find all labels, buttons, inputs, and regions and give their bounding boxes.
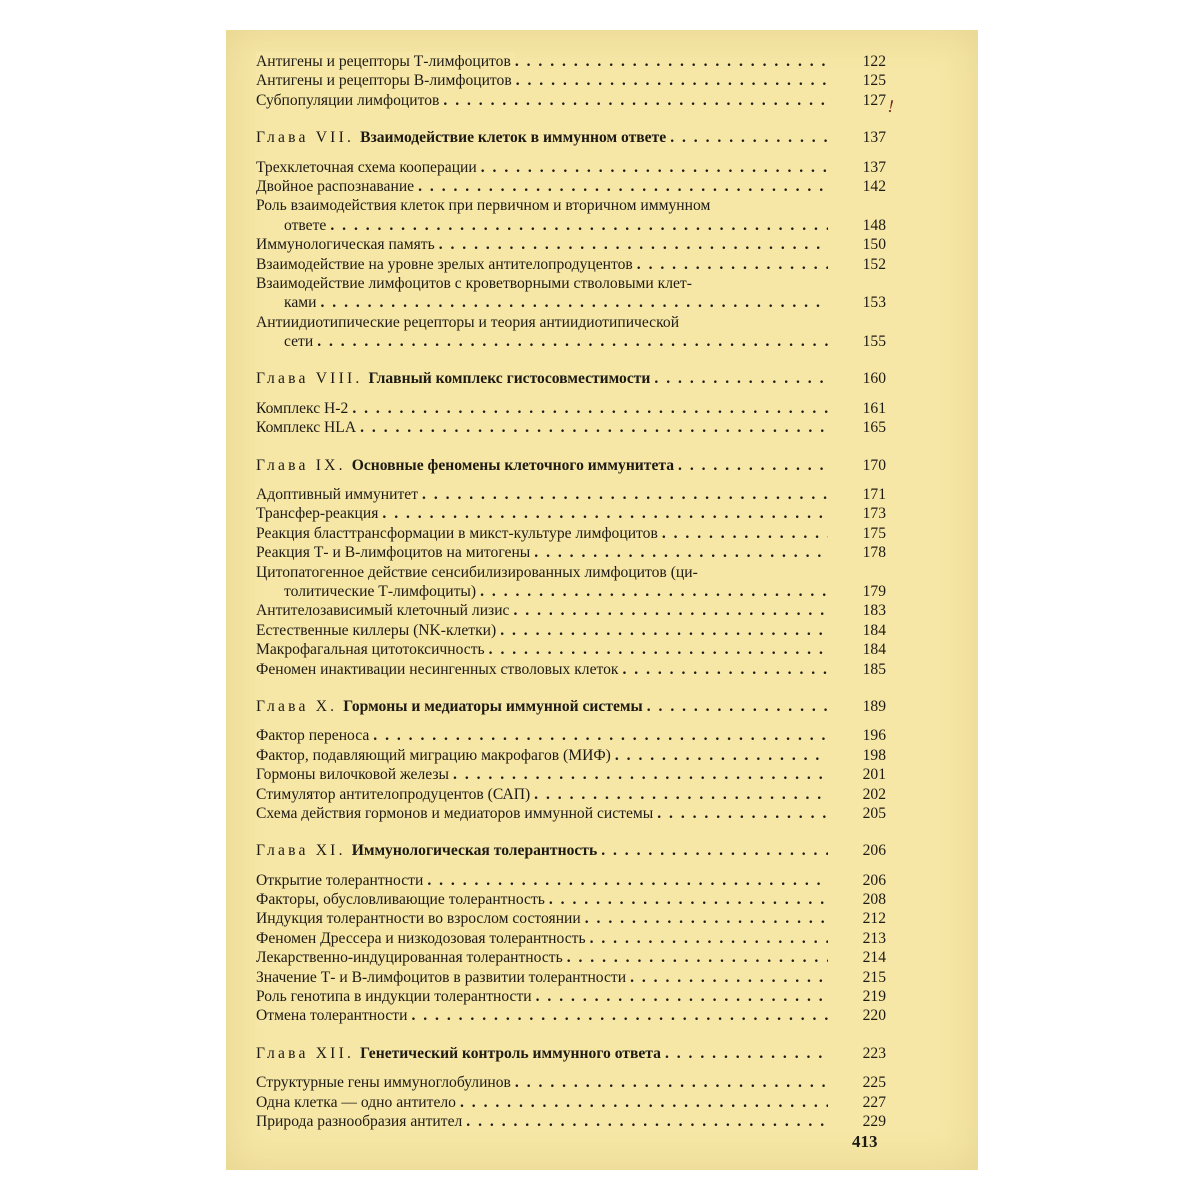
toc-entry <box>256 890 886 909</box>
toc-entry <box>256 524 886 543</box>
entry-page-number: 153 <box>862 294 886 312</box>
entry-title: Реакция Т- и В-лимфоцитов на митогены <box>256 543 534 562</box>
table-of-contents <box>256 52 886 1131</box>
entry-page-number: 219 <box>862 988 886 1006</box>
entry-page-number: 152 <box>862 255 886 273</box>
entry-page-number: 150 <box>862 236 886 254</box>
entry-title: толитические Т-лимфоциты) <box>284 582 480 601</box>
chapter-heading <box>256 841 886 860</box>
entry-title: Реакция бласттрансформации в микст-культуре лимфоцитов <box>256 524 662 543</box>
chapter-label: Глава XI. <box>256 842 346 860</box>
entry-title: Одна клетка — одно антитело <box>256 1093 460 1112</box>
toc-entry <box>256 660 886 679</box>
entry-page-number: 223 <box>862 1044 886 1062</box>
entry-page-number: 125 <box>862 72 886 90</box>
entry-title: Двойное распознавание <box>256 177 418 196</box>
entry-page-number: 137 <box>862 158 886 176</box>
entry-page-number: 198 <box>862 746 886 764</box>
toc-entry <box>256 765 886 784</box>
entry-page-number: 189 <box>862 697 886 715</box>
entry-title: ками <box>284 293 320 312</box>
toc-entry <box>256 726 886 745</box>
entry-page-number: 229 <box>862 1112 886 1130</box>
toc-entry <box>256 52 886 71</box>
toc-entry <box>256 804 886 823</box>
entry-title: Роль генотипа в индукции толерантности <box>256 987 536 1006</box>
toc-entry <box>256 968 886 987</box>
entry-page-number: 184 <box>862 621 886 639</box>
entry-title: Факторы, обусловливающие толерантность <box>256 890 549 909</box>
entry-page-number: 178 <box>862 544 886 562</box>
entry-page-number: 206 <box>862 842 886 860</box>
chapter-heading <box>256 456 886 475</box>
toc-entry <box>256 504 886 523</box>
entry-page-number: 214 <box>862 949 886 967</box>
chapter-title: Гормоны и медиаторы иммунной системы <box>343 697 646 716</box>
chapter-heading <box>256 128 886 147</box>
entry-page-number: 185 <box>862 660 886 678</box>
entry-page-number: 196 <box>862 727 886 745</box>
chapter-title: Главный комплекс гистосовместимости <box>368 369 654 388</box>
chapter-label: Глава X. <box>256 697 338 715</box>
handwritten-mark: ! <box>886 95 897 117</box>
entry-title: сети <box>284 332 317 351</box>
toc-entry <box>256 582 886 601</box>
entry-title: Трансфер-реакция <box>256 504 382 523</box>
entry-title: Индукция толерантности во взрослом состоянии <box>256 909 585 928</box>
toc-entry <box>256 948 886 967</box>
entry-title: Субпопуляции лимфоцитов <box>256 91 443 110</box>
entry-title: Стимулятор антителопродуцентов (САП) <box>256 785 534 804</box>
toc-entry <box>256 332 886 351</box>
toc-entry <box>256 399 886 418</box>
toc-entry <box>256 1073 886 1092</box>
entry-page-number: 227 <box>862 1093 886 1111</box>
entry-page-number: 171 <box>862 486 886 504</box>
entry-page-number: 161 <box>862 399 886 417</box>
entry-page-number: 202 <box>862 785 886 803</box>
entry-page-number: 212 <box>862 910 886 928</box>
entry-page-number: 160 <box>862 370 886 388</box>
toc-entry <box>256 543 886 562</box>
toc-entry-line: Цитопатогенное действие сенсибилизированных лимфоцитов (ци- <box>256 563 698 581</box>
entry-page-number: 201 <box>862 766 886 784</box>
entry-page-number: 220 <box>862 1007 886 1025</box>
toc-entry <box>256 71 886 90</box>
toc-entry <box>256 1006 886 1025</box>
chapter-title: Иммунологическая толерантность <box>352 841 602 860</box>
toc-entry <box>256 929 886 948</box>
entry-page-number: 183 <box>862 602 886 620</box>
toc-entry <box>256 418 886 437</box>
chapter-label: Глава VII. <box>256 129 355 147</box>
entry-title: Взаимодействие на уровне зрелых антителопродуцентов <box>256 255 637 274</box>
toc-entry <box>256 216 886 235</box>
chapter-heading <box>256 369 886 388</box>
entry-title: Трехклеточная схема кооперации <box>256 158 481 177</box>
toc-entry <box>256 177 886 196</box>
toc-entry-line: Взаимодействие лимфоцитов с кроветворными стволовыми клет- <box>256 274 692 292</box>
entry-title: Макрофагальная цитотоксичность <box>256 640 489 659</box>
entry-title: Естественные киллеры (NK-клетки) <box>256 621 500 640</box>
entry-title: Значение Т- и В-лимфоцитов в развитии толерантности <box>256 968 630 987</box>
entry-title: Схема действия гормонов и медиаторов иммунной системы <box>256 804 657 823</box>
entry-page-number: 170 <box>862 456 886 474</box>
toc-entry <box>256 601 886 620</box>
toc-entry-line: Антиидиотипические рецепторы и теория антиидиотипической <box>256 313 680 331</box>
toc-entry <box>256 1112 886 1131</box>
toc-entry <box>256 91 886 110</box>
entry-page-number: 127 <box>862 91 886 109</box>
entry-title: Адоптивный иммунитет <box>256 485 422 504</box>
entry-page-number: 213 <box>862 929 886 947</box>
entry-title: Гормоны вилочковой железы <box>256 765 453 784</box>
entry-page-number: 155 <box>862 333 886 351</box>
entry-page-number: 225 <box>862 1074 886 1092</box>
chapter-label: Глава XII. <box>256 1044 355 1062</box>
toc-entry <box>256 785 886 804</box>
toc-entry <box>256 235 886 254</box>
chapter-heading <box>256 1044 886 1063</box>
entry-page-number: 184 <box>862 641 886 659</box>
entry-page-number: 179 <box>862 582 886 600</box>
entry-title: Комплекс HLA <box>256 418 360 437</box>
entry-page-number: 205 <box>862 804 886 822</box>
entry-title: Антигены и рецепторы В-лимфоцитов <box>256 71 516 90</box>
toc-entry <box>256 871 886 890</box>
toc-entry <box>256 987 886 1006</box>
entry-title: Отмена толерантности <box>256 1006 411 1025</box>
entry-page-number: 215 <box>862 968 886 986</box>
entry-page-number: 208 <box>862 891 886 909</box>
entry-page-number: 173 <box>862 505 886 523</box>
entry-title: Фактор переноса <box>256 726 373 745</box>
entry-title: Антигены и рецепторы Т-лимфоцитов <box>256 52 515 71</box>
entry-page-number: 142 <box>862 177 886 195</box>
entry-title: Иммунологическая память <box>256 235 439 254</box>
toc-entry <box>256 746 886 765</box>
toc-entry <box>256 255 886 274</box>
toc-entry <box>256 158 886 177</box>
toc-entry <box>256 1093 886 1112</box>
entry-title: Фактор, подавляющий миграцию макрофагов (МИФ) <box>256 746 615 765</box>
entry-page-number: 165 <box>862 419 886 437</box>
chapter-label: Глава IX. <box>256 456 346 474</box>
entry-page-number: 137 <box>862 129 886 147</box>
entry-title: Феномен Дрессера и низкодозовая толерантность <box>256 929 590 948</box>
toc-entry <box>256 293 886 312</box>
entry-title: ответе <box>284 216 330 235</box>
toc-entry <box>256 640 886 659</box>
book-page <box>226 30 978 1170</box>
entry-title: Структурные гены иммуноглобулинов <box>256 1073 515 1092</box>
entry-title: Комплекс Н-2 <box>256 399 352 418</box>
chapter-heading <box>256 697 886 716</box>
chapter-label: Глава VIII. <box>256 370 363 388</box>
toc-entry <box>256 621 886 640</box>
entry-page-number: 148 <box>862 216 886 234</box>
chapter-title: Взаимодействие клеток в иммунном ответе <box>360 128 670 147</box>
entry-title: Лекарственно-индуцированная толерантность <box>256 948 567 967</box>
entry-title: Природа разнообразия антител <box>256 1112 466 1131</box>
entry-title: Феномен инактивации несингенных стволовых клеток <box>256 660 622 679</box>
page-number: 413 <box>852 1132 878 1151</box>
chapter-title: Основные феномены клеточного иммунитета <box>352 456 678 475</box>
toc-entry-line: Роль взаимодействия клеток при первичном и вторичном иммунном <box>256 197 711 215</box>
entry-title: Антителозависимый клеточный лизис <box>256 601 513 620</box>
entry-page-number: 206 <box>862 871 886 889</box>
entry-page-number: 122 <box>862 53 886 70</box>
entry-title: Открытие толерантности <box>256 871 427 890</box>
toc-entry <box>256 485 886 504</box>
chapter-title: Генетический контроль иммунного ответа <box>360 1044 665 1063</box>
entry-page-number: 175 <box>862 524 886 542</box>
toc-entry <box>256 909 886 928</box>
